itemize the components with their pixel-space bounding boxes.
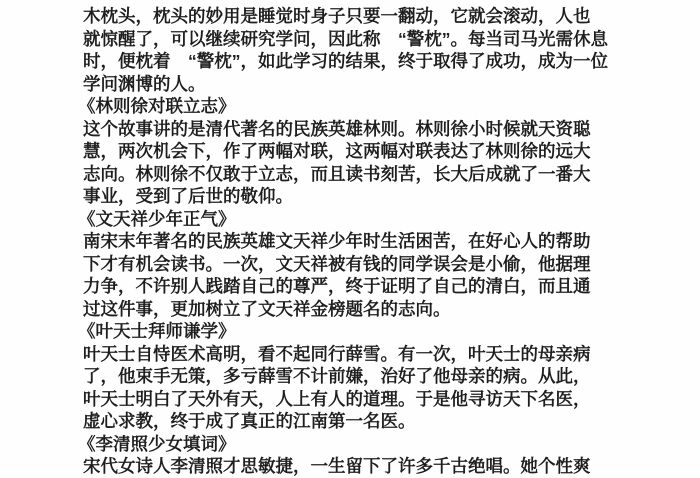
text-line: 宋代女诗人李清照才思敏捷，一生留下了许多千古绝唱。她个性爽 (83, 456, 591, 476)
text-line: 过这件事，更加树立了文天祥金榜题名的志向。 (83, 298, 451, 319)
text-block (78, 5, 683, 478)
section-title: 《叶天士拜师谦学》 (78, 321, 236, 341)
text-line: 事业，受到了后世的敬仰。 (83, 186, 293, 206)
text-line: 木枕头，枕头的妙用是睡觉时身子只要一翻动，它就会滚动，人也 (83, 6, 591, 26)
section-title: 《文天祥少年正气》 (78, 208, 236, 229)
text-line: 力争，不许别人践踏自己的尊严，终于证明了自己的清白，而且通 (83, 276, 591, 296)
text-line: 志向。林则徐不仅敢于立志，而且读书刻苦，长大后成就了一番大 (83, 163, 591, 184)
section-title: 《林则徐对联立志》 (78, 96, 236, 116)
text-line: 南宋末年著名的民族英雄文天祥少年时生活困苦，在好心人的帮助 (83, 231, 591, 251)
text-line: 虚心求教，终于成了真正的江南第一名医。 (83, 411, 416, 431)
text-line: 叶天士明白了天外有天，人上有人的道理。于是他寻访天下名医， (83, 388, 591, 409)
text-line: 慧，两次机会下，作了两幅对联，这两幅对联表达了林则徐的远大 (83, 141, 591, 161)
text-line: 下才有机会读书。一次，文天祥被有钱的同学误会是小偷，他据理 (83, 253, 591, 274)
text-line: 学问渊博的人。 (83, 73, 206, 94)
section-title: 《李清照少女填词》 (78, 433, 236, 454)
text-line: 叶天士自恃医术高明，看不起同行薛雪。有一次，叶天士的母亲病 (83, 343, 591, 364)
text-line: 就惊醒了，可以继续研究学问，因此称 “警枕”。每当司马光需休息 (83, 28, 608, 49)
text-line: 这个故事讲的是清代著名的民族英雄林则。林则徐小时候就天资聪 (83, 118, 591, 139)
text-line: 时，便枕着 “警枕”，如此学习的结果，终于取得了成功，成为一位 (83, 51, 608, 71)
text-line: 了，他束手无策，多亏薛雪不计前嫌，治好了他母亲的病。从此， (83, 366, 591, 386)
